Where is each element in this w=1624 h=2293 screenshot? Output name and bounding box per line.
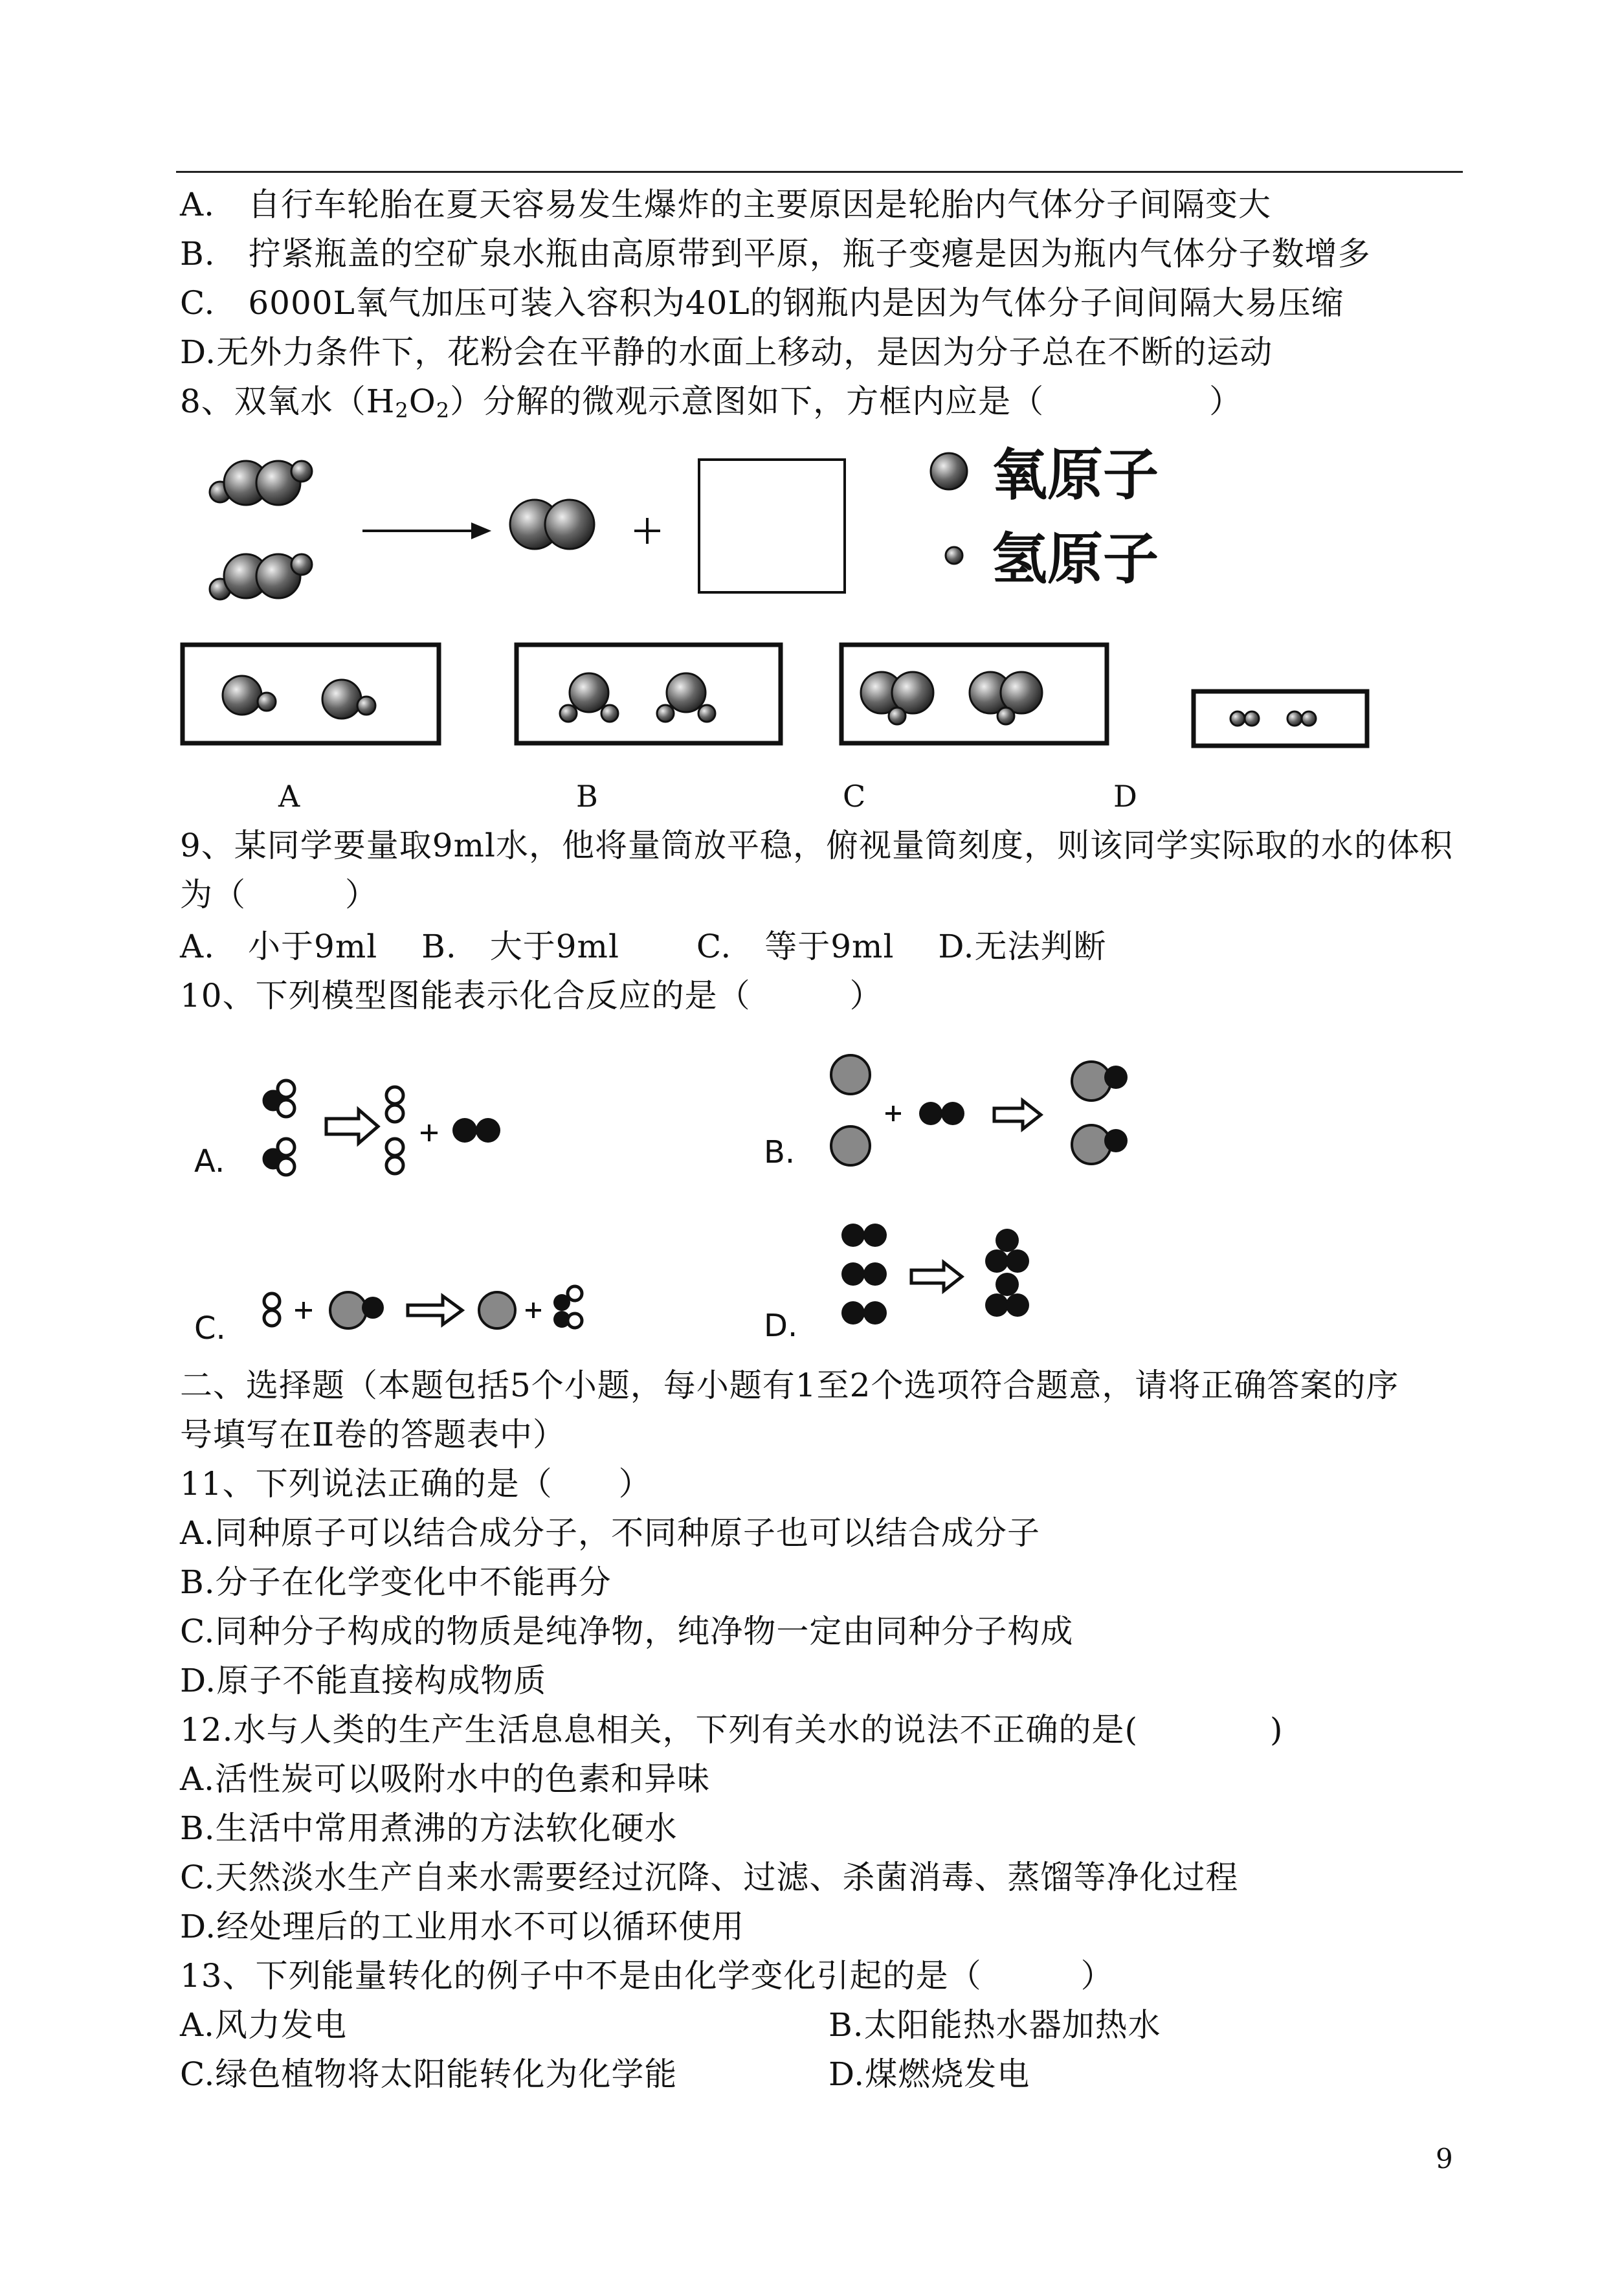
q8-options-diagram <box>175 634 1385 764</box>
plus-sign <box>634 518 660 544</box>
legend-hydrogen-label: 氢原子 <box>992 527 1159 592</box>
section2-heading-line2: 号填写在Ⅱ卷的答题表中） <box>180 1416 566 1453</box>
q10-stem: 10、下列模型图能表示化合反应的是（ ） <box>180 977 883 1014</box>
q13-option-c: C.绿色植物将太阳能转化为化学能 <box>180 2055 678 2093</box>
header-rule <box>176 171 1463 173</box>
option-b-box <box>517 645 781 743</box>
section2-heading-line1: 二、选择题（本题包括5个小题，每小题有1至2个选项符合题意，请将正确答案的序 <box>180 1367 1399 1404</box>
option-a-box <box>183 645 439 743</box>
q10-model-a <box>263 1080 500 1175</box>
q11-option-d: D.原子不能直接构成物质 <box>180 1662 547 1699</box>
arrow <box>362 524 488 537</box>
q11-stem: 11、下列说法正确的是（ ） <box>180 1465 652 1503</box>
q9-stem-line1: 9、某同学要量取9ml水，他将量筒放平稳，俯视量筒刻度，则该同学实际取的水的体积 <box>180 827 1454 864</box>
q8-label-a: A <box>278 779 300 814</box>
answer-box <box>699 460 845 592</box>
q7-option-c: C. 6000L氧气加压可装入容积为40L的钢瓶内是因为气体分子间间隔大易压缩 <box>180 284 1344 322</box>
q12-option-a: A.活性炭可以吸附水中的色素和异味 <box>180 1760 711 1798</box>
oxygen-legend-icon <box>931 453 967 489</box>
q9-stem-line2: 为（ ） <box>180 876 378 913</box>
q10-model-d <box>841 1224 1029 1325</box>
q13-stem: 13、下列能量转化的例子中不是由化学变化引起的是（ ） <box>180 1957 1114 1995</box>
q10-models-diagram <box>188 1042 1197 1366</box>
q8-label-d: D <box>1113 779 1137 814</box>
option-c-box <box>841 645 1107 743</box>
q10-model-b <box>831 1055 1128 1165</box>
q11-option-a: A.同种原子可以结合成分子，不同种原子也可以结合成分子 <box>180 1514 1041 1552</box>
q12-option-d: D.经处理后的工业用水不可以循环使用 <box>180 1908 745 1945</box>
q13-option-d: D.煤燃烧发电 <box>829 2055 1030 2093</box>
q13-option-a: A.风力发电 <box>180 2006 348 2044</box>
q11-option-c: C.同种分子构成的物质是纯净物，纯净物一定由同种分子构成 <box>180 1613 1074 1650</box>
h2o2-molecules <box>210 461 312 599</box>
option-d-box <box>1194 691 1367 746</box>
q13-option-b: B.太阳能热水器加热水 <box>829 2006 1161 2044</box>
q8-stem: 8、双氧水$(H_2O_2)$分解的微观示意图如下，方框内应是（ ） <box>180 383 1243 423</box>
q12-stem: 12.水与人类的生产生活息息相关，下列有关水的说法不正确的是( ) <box>180 1711 1284 1749</box>
q10-model-c <box>264 1286 582 1328</box>
hydrogen-legend-icon <box>946 547 962 564</box>
q8-label-c: C <box>843 779 866 814</box>
q9-options: A. 小于9ml B. 大于9ml C. 等于9ml D.无法判断 <box>180 928 1107 965</box>
page-number: 9 <box>1436 2143 1453 2175</box>
q11-option-b: B.分子在化学变化中不能再分 <box>180 1563 612 1601</box>
q8-label-b: B <box>576 779 598 814</box>
q10-label-c: C. <box>194 1310 226 1347</box>
q12-option-b: B.生活中常用煮沸的方法软化硬水 <box>180 1809 678 1847</box>
q10-label-b: B. <box>764 1134 795 1170</box>
q7-option-b: B. 拧紧瓶盖的空矿泉水瓶由高原带到平原，瓶子变瘪是因为瓶内气体分子数增多 <box>180 235 1371 273</box>
q7-option-a: A. 自行车轮胎在夏天容易发生爆炸的主要原因是轮胎内气体分子间隔变大 <box>180 186 1272 223</box>
q10-label-a: A. <box>194 1143 225 1180</box>
q10-label-d: D. <box>764 1308 798 1344</box>
legend-oxygen-label: 氧原子 <box>992 443 1159 508</box>
o2-molecule <box>510 500 594 549</box>
q12-option-c: C.天然淡水生产自来水需要经过沉降、过滤、杀菌消毒、蒸馏等净化过程 <box>180 1859 1239 1896</box>
q7-option-d: D.无外力条件下，花粉会在平静的水面上移动，是因为分子总在不断的运动 <box>180 333 1273 371</box>
